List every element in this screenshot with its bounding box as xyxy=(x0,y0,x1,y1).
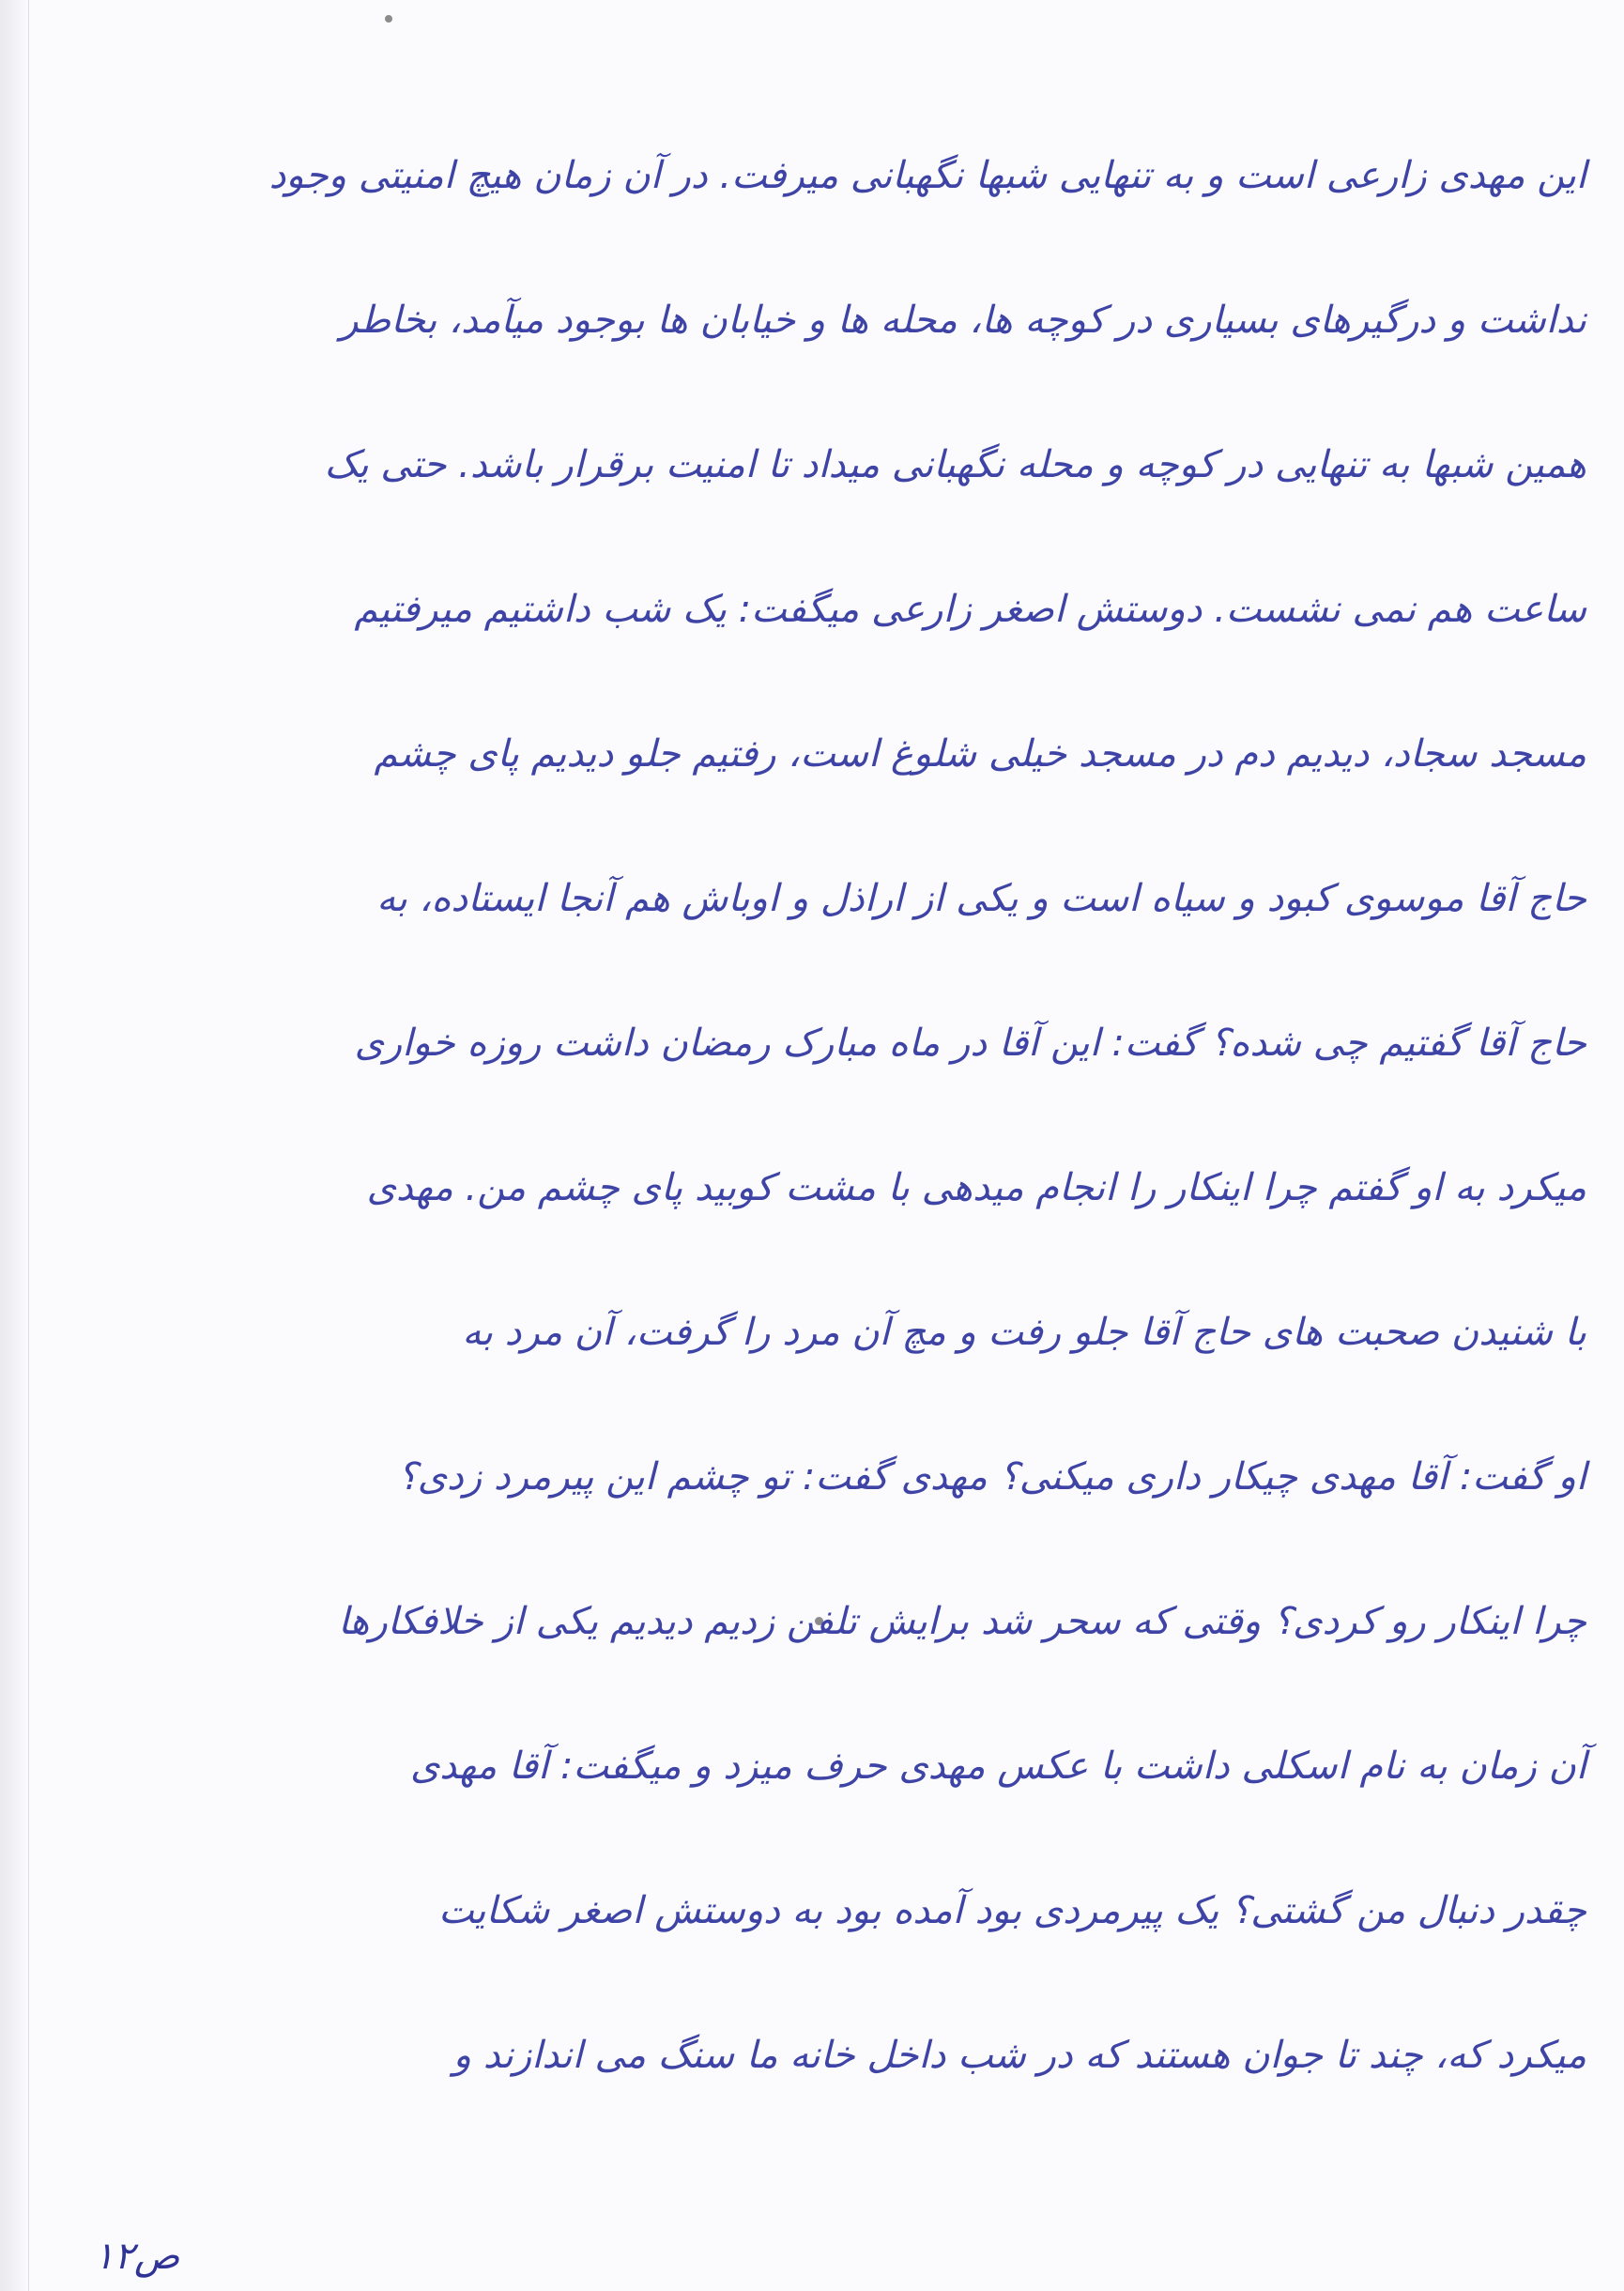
paper-edge xyxy=(0,0,29,2291)
text-line: این مهدی زارعی است و به تنهایی شبها نگهبانی میرفت. در آن زمان هیچ امنیتی وجود xyxy=(268,154,1586,197)
text-line: حاج آقا گفتیم چی شده؟ گفت: این آقا در ماه مبارک رمضان داشت روزه خواری xyxy=(354,1022,1586,1065)
text-line: مسجد سجاد، دیدیم دم در مسجد خیلی شلوغ است، رفتیم جلو دیدیم پای چشم xyxy=(374,732,1586,776)
text-line: آن زمان به نام اسکلی داشت با عکس مهدی حرف میزد و میگفت: آقا مهدی xyxy=(409,1745,1586,1788)
text-line: با شنیدن صحبت های حاج آقا جلو رفت و مچ آن مرد را گرفت، آن مرد به xyxy=(462,1311,1586,1354)
text-line: او گفت: آقا مهدی چیکار داری میکنی؟ مهدی گفت: تو چشم این پیرمرد زدی؟ xyxy=(397,1455,1586,1499)
text-line: حاج آقا موسوی کبود و سیاه است و یکی از اراذل و اوباش هم آنجا ایستاده، به xyxy=(376,877,1586,920)
text-line: ساعت هم نمی نشست. دوستش اصغر زارعی میگفت: یک شب داشتیم میرفتیم xyxy=(354,588,1586,631)
text-line: چقدر دنبال من گشتی؟ یک پیرمردی بود آمده بود به دوستش اصغر شکایت xyxy=(438,1889,1586,1932)
page-number: ص۱۲ xyxy=(94,2235,180,2278)
text-line: میکرد به او گفتم چرا اینکار را انجام میدهی با مشت کوبید پای چشم من. مهدی xyxy=(366,1166,1586,1209)
handwritten-text-block xyxy=(66,103,1586,2128)
text-line: همین شبها به تنهایی در کوچه و محله نگهبانی میداد تا امنیت برقرار باشد. حتی یک xyxy=(324,443,1586,486)
text-line: چرا اینکار رو کردی؟ وقتی که سحر شد برایش تلفن زدیم دیدیم یکی از خلافکارها xyxy=(338,1600,1586,1643)
ink-speck xyxy=(385,15,392,23)
text-line: میکرد که، چند تا جوان هستند که در شب داخل خانه ما سنگ می اندازند و xyxy=(452,2034,1586,2077)
text-line: نداشت و درگیرهای بسیاری در کوچه ها، محله ها و خیابان ها بوجود میآمد، بخاطر xyxy=(340,299,1586,342)
